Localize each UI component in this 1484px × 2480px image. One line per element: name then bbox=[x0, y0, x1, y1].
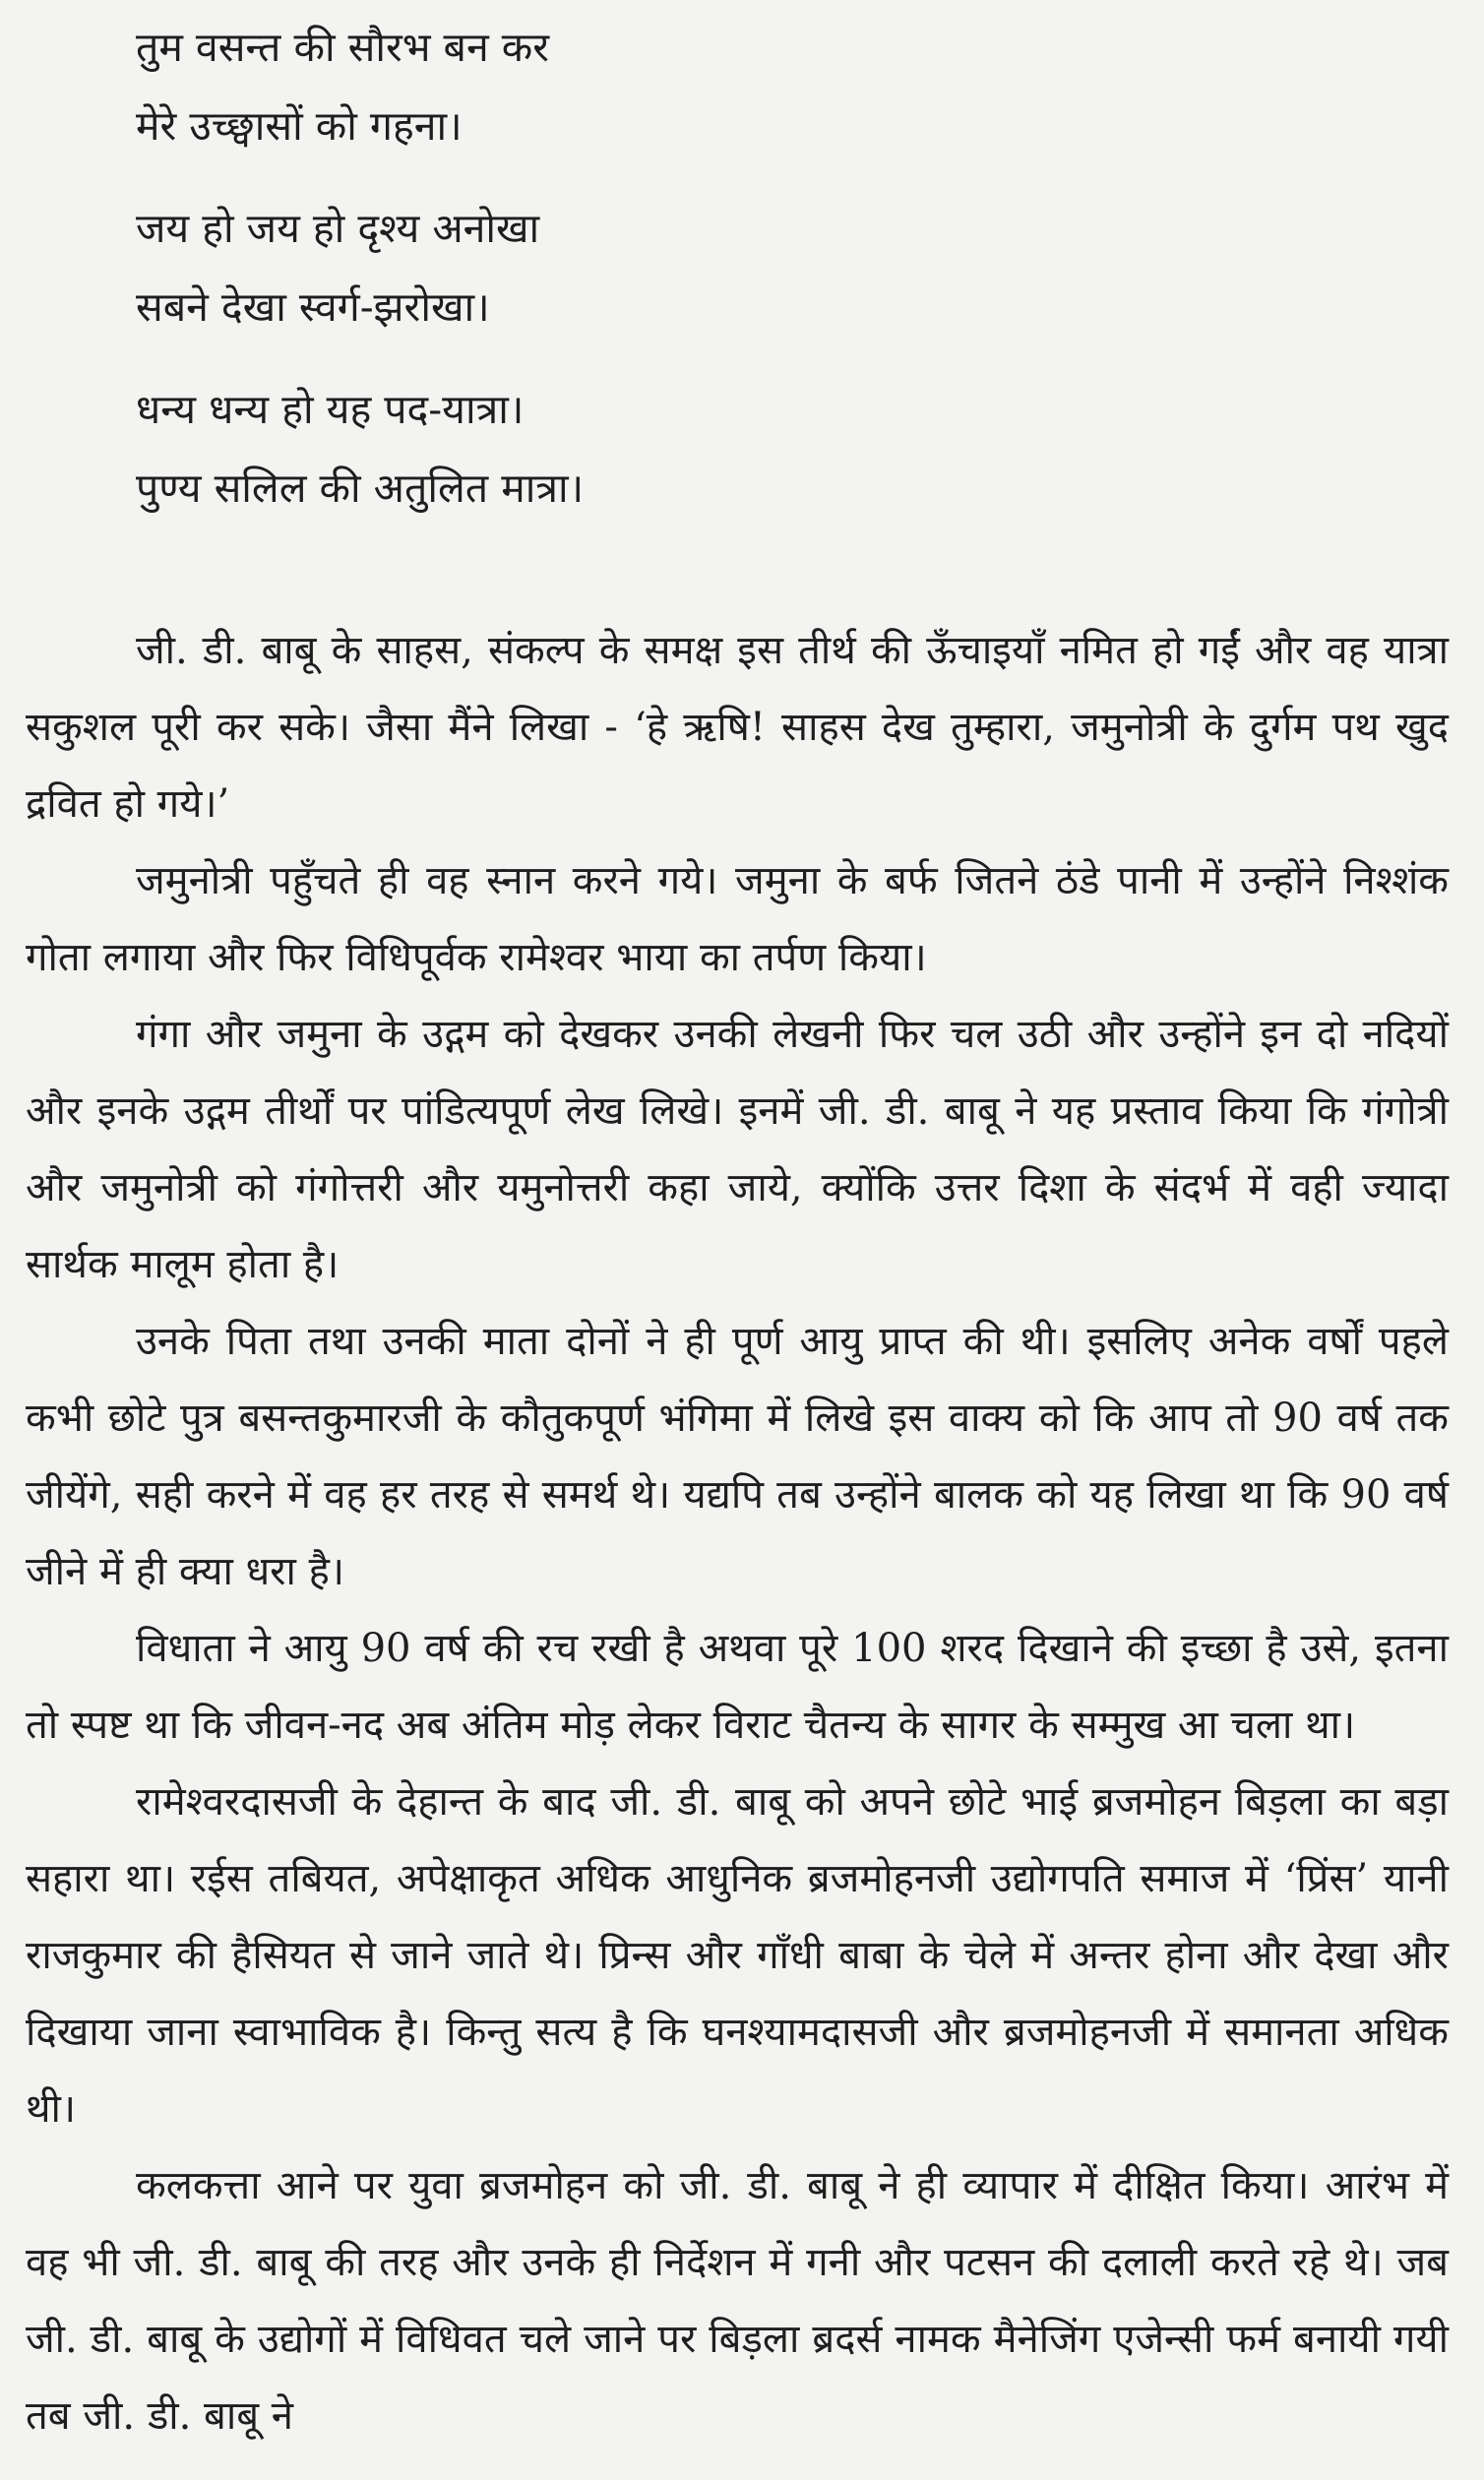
prose-body bbox=[26, 612, 1449, 2454]
poem-line: तुम वसन्त की सौरभ बन कर bbox=[136, 24, 550, 71]
poem-stanza bbox=[136, 8, 1449, 165]
paragraph: गंगा और जमुना के उद्गम को देखकर उनकी लेखनी फिर चल उठी और उन्होंने इन दो नदियों और इनके उद्गम तीर्थों पर पांडित्यपूर्ण लेख लिखे। इनमें जी. डी. बाबू ने यह प्रस्ताव किया कि गंगोत्री और जमुनोत्री को गंगोत्तरी और यमुनोत्तरी कहा जाये, क्योंकि उत्तर दिशा के संदर्भ में वही ज्यादा सार्थक मालूम होता है। bbox=[26, 1012, 1449, 1287]
paragraph: रामेश्वरदासजी के देहान्त के बाद जी. डी. बाबू को अपने छोटे भाई ब्रजमोहन बिड़ला का बड़ा सहारा था। रईस तबियत, अपेक्षाकृत अधिक आधुनिक ब्रजमोहनजी उद्योगपति समाज में ‘प्रिंस’ यानी राजकुमार की हैसियत से जाने जाते थे। प्रिन्स और गाँधी बाबा के चेले में अन्तर होना और देखा और दिखाया जाना स्वाभाविक है। किन्तु सत्य है कि घनश्यामदासजी और ब्रजमोहनजी में समानता अधिक थी। bbox=[26, 1779, 1449, 2132]
paragraph: कलकत्ता आने पर युवा ब्रजमोहन को जी. डी. बाबू ने ही व्यापार में दीक्षित किया। आरंभ में वह भी जी. डी. बाबू की तरह और उनके ही निर्देशन में गनी और पटसन की दलाली करते रहे थे। जब जी. डी. बाबू के उद्योगों में विधिवत चले जाने पर बिड़ला ब्रदर्स नामक मैनेजिंग एजेन्सी फर्म बनायी गयी तब जी. डी. बाबू ने bbox=[26, 2163, 1449, 2439]
poem-block bbox=[26, 8, 1449, 527]
paragraph: विधाता ने आयु 90 वर्ष की रच रखी है अथवा पूरे 100 शरद दिखाने की इच्छा है उसे, इतना तो स्पष्ट था कि जीवन-नद अब अंतिम मोड़ लेकर विराट चैतन्य के सागर के सम्मुख आ चला था। bbox=[26, 1626, 1449, 1748]
poem-line: सबने देखा स्वर्ग-झरोखा। bbox=[136, 283, 490, 331]
paragraph: जमुनोत्री पहुँचते ही वह स्नान करने गये। जमुना के बर्फ जितने ठंडे पानी में उन्होंने निश्शंक गोता लगाया और फिर विधिपूर्वक रामेश्वर भाया का तर्पण किया। bbox=[26, 858, 1449, 980]
poem-line: धन्य धन्य हो यह पद-यात्रा। bbox=[136, 386, 525, 433]
paragraph: उनके पिता तथा उनकी माता दोनों ने ही पूर्ण आयु प्राप्त की थी। इसलिए अनेक वर्षों पहले कभी छोटे पुत्र बसन्तकुमारजी के कौतुकपूर्ण भंगिमा में लिखे इस वाक्य को कि आप तो 90 वर्ष तक जीयेंगे, सही करने में वह हर तरह से समर्थ थे। यद्यपि तब उन्होंने बालक को यह लिखा था कि 90 वर्ष जीने में ही क्या धरा है। bbox=[26, 1319, 1449, 1594]
poem-stanza bbox=[136, 189, 1449, 346]
poem-line: जय हो जय हो दृश्य अनोखा bbox=[136, 205, 540, 252]
paragraph: जी. डी. बाबू के साहस, संकल्प के समक्ष इस तीर्थ की ऊँचाइयाँ नमित हो गईं और वह यात्रा सकुशल पूरी कर सके। जैसा मैंने लिखा - ‘हे ऋषि! साहस देख तुम्हारा, जमुनोत्री के दुर्गम पथ खुद द्रवित हो गये।’ bbox=[26, 628, 1449, 827]
poem-line: पुण्य सलिल की अतुलित मात्रा। bbox=[136, 465, 585, 512]
poem-line: मेरे उच्छ्वासों को गहना। bbox=[136, 102, 463, 150]
poem-stanza bbox=[136, 370, 1449, 527]
